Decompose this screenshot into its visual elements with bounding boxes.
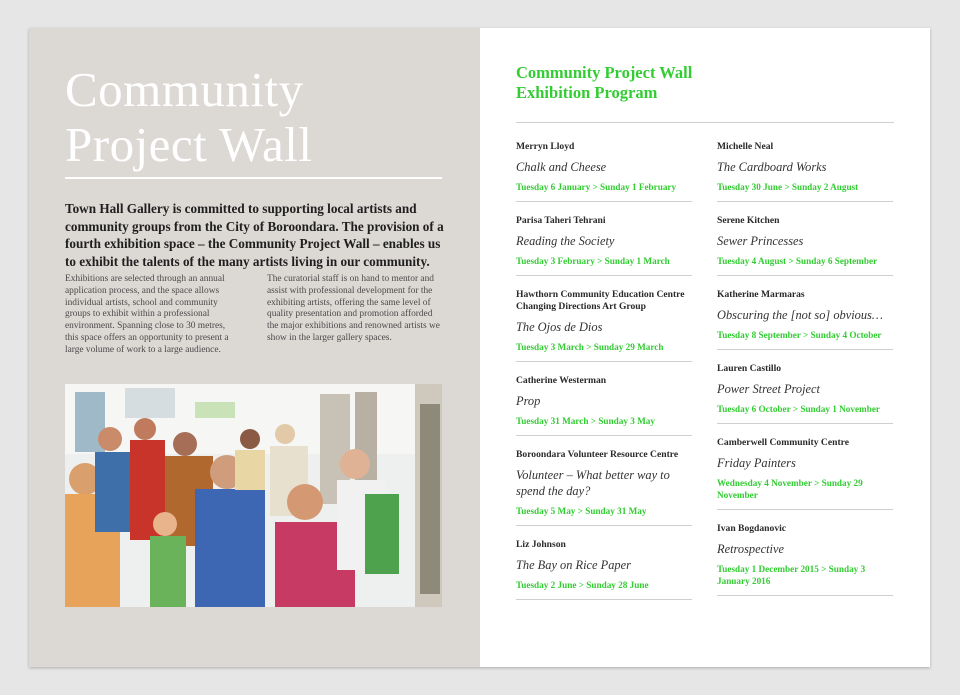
exhibition-title: Obscuring the [not so] obvious… — [717, 308, 883, 322]
title-divider — [65, 177, 442, 179]
exhibition-title: Sewer Princesses — [717, 234, 804, 248]
exhibition-dates: Tuesday 6 October > Sunday 1 November — [717, 404, 880, 414]
intro-paragraph: Town Hall Gallery is committed to supporting local artists and community groups from the City of Boroondara. The provision of a fourth exhibition space – the Community Project Wall – enables us to exhibit the talents of the many artists living in our community. — [65, 201, 444, 269]
exhibition-artist: Merryn Lloyd — [516, 141, 575, 152]
left-page — [29, 28, 480, 667]
exhibition-entry — [516, 289, 692, 362]
exhibition-title: Chalk and Cheese — [516, 160, 607, 174]
page-title — [65, 62, 445, 172]
exhibition-entry — [717, 437, 893, 510]
exhibition-title: The Ojos de Dios — [516, 320, 603, 334]
exhibition-title: The Cardboard Works — [717, 160, 827, 174]
exhibition-dates: Tuesday 1 December 2015 > Sunday 3 January 2016 — [717, 564, 866, 586]
exhibition-artist: Michelle Neal — [717, 141, 774, 152]
exhibition-title: Friday Painters — [717, 456, 796, 470]
exhibition-title: Power Street Project — [717, 382, 820, 396]
exhibition-entry — [516, 539, 692, 600]
program-title — [516, 63, 692, 103]
exhibition-artist: Liz Johnson — [516, 539, 566, 550]
exhibition-artist: Katherine Marmaras — [717, 289, 805, 300]
program-title-line1: Community Project Wall — [516, 63, 693, 82]
exhibition-artist: Ivan Bogdanovic — [717, 523, 787, 534]
exhibition-entry — [717, 289, 893, 350]
exhibition-artist: Lauren Castillo — [717, 363, 782, 374]
gallery-crowd-photo — [65, 384, 442, 607]
exhibition-title: Prop — [516, 394, 541, 408]
exhibition-title: Volunteer – What better way to spend the day? — [516, 468, 670, 498]
program-title-line2: Exhibition Program — [516, 83, 658, 102]
program-column-left — [516, 141, 692, 613]
exhibition-dates: Wednesday 4 November > Sunday 29 November — [717, 478, 863, 500]
exhibition-title: Retrospective — [717, 542, 784, 556]
exhibition-entry — [516, 215, 692, 276]
exhibition-entry — [717, 523, 893, 596]
exhibition-artist: Serene Kitchen — [717, 215, 780, 226]
exhibition-artist: Hawthorn Community Education Centre Changing Directions Art Group — [516, 289, 685, 312]
program-divider — [516, 122, 894, 123]
right-page — [480, 28, 930, 667]
exhibition-entry — [717, 215, 893, 276]
body-column-1: Exhibitions are selected through an annual application process, and the space allows individual artists, school and community groups to exhibit within a professional environment. Spanning close to 30 metres, this space offers an opportunity to present a large volume of work to a large audience. — [65, 274, 229, 355]
exhibition-dates: Tuesday 8 September > Sunday 4 October — [717, 330, 882, 340]
exhibition-dates: Tuesday 4 August > Sunday 6 September — [717, 256, 878, 266]
exhibition-entry — [516, 449, 692, 526]
brochure-spread — [29, 28, 930, 667]
exhibition-artist: Camberwell Community Centre — [717, 437, 849, 448]
exhibition-artist: Parisa Taheri Tehrani — [516, 215, 606, 226]
exhibition-artist: Catherine Westerman — [516, 375, 607, 386]
exhibition-entry — [717, 141, 893, 202]
exhibition-dates: Tuesday 30 June > Sunday 2 August — [717, 182, 859, 192]
page-title-line1: Community — [65, 62, 304, 117]
program-column-right — [717, 141, 893, 609]
exhibition-dates: Tuesday 5 May > Sunday 31 May — [516, 506, 647, 516]
exhibition-artist: Boroondara Volunteer Resource Centre — [516, 449, 679, 460]
exhibition-title: The Bay on Rice Paper — [516, 558, 631, 572]
exhibition-dates: Tuesday 6 January > Sunday 1 February — [516, 182, 677, 192]
exhibition-entry — [717, 363, 893, 424]
exhibition-entry — [516, 375, 692, 436]
exhibition-dates: Tuesday 31 March > Sunday 3 May — [516, 416, 655, 426]
body-column-2: The curatorial staff is on hand to mentor and assist with professional development for the exhibiting artists, offering the same level of quality presentation and promotion afforded the major exhibitions and renowned artists we show in the larger gallery spaces. — [267, 274, 440, 343]
exhibition-dates: Tuesday 2 June > Sunday 28 June — [516, 580, 649, 590]
exhibition-title: Reading the Society — [516, 234, 615, 248]
exhibition-entry — [516, 141, 692, 202]
exhibition-dates: Tuesday 3 February > Sunday 1 March — [516, 256, 670, 266]
page-title-line2: Project Wall — [65, 117, 313, 172]
exhibition-dates: Tuesday 3 March > Sunday 29 March — [516, 342, 664, 352]
